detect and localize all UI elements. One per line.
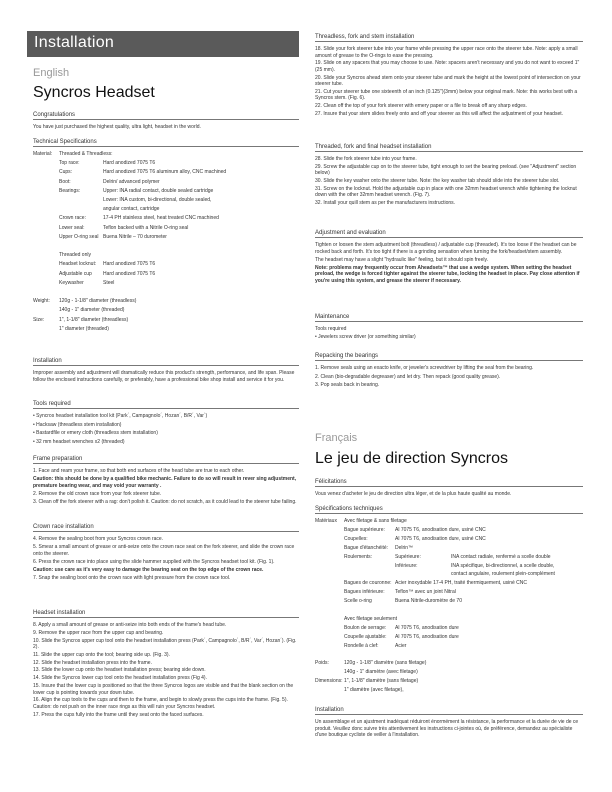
french-specs-heading: Spécifications techniques: [315, 506, 583, 514]
list-item: 2. Remove the old crown race from your fork steerer tube.: [33, 490, 162, 497]
threaded-heading: Threaded, fork and final headset installation: [315, 144, 583, 152]
spec-cell: Headset locknut:: [59, 261, 97, 268]
threaded-list: [315, 156, 583, 208]
crown-race-heading: Crown race installation: [33, 524, 299, 532]
list-item: 29. Screw the adjustable cup on to the steerer tube, tight enough to set the bearing preload. (see "Adjustment" section below): [315, 163, 577, 177]
adjustment-heading: Adjustment and evaluation: [315, 230, 583, 238]
list-item: 30. Slide the key washer onto the steerer tube. Note: the key washer tab should slide into the steerer tube slot.: [315, 178, 560, 185]
headset-install-heading: Headset installation: [33, 610, 299, 618]
list-item: 2. Clean (bio-degradable degreaser) and let dry. Then repack (good quality grease).: [315, 373, 501, 380]
spec-cell: Top race:: [59, 160, 80, 167]
list-item: 12. Slide the headset installation press into the frame.: [33, 659, 152, 666]
language-label: English: [33, 67, 70, 79]
spec-cell: Adjustable cup: [59, 270, 92, 277]
spec-cell: 140g - 1" diameter (threaded): [59, 307, 125, 314]
list-item: 21. Cut your steerer tube one sixteenth of an inch (0.125")(3mm) below your original mark. Note: this works best with a Syncros stem. (Fig. 6).: [315, 88, 578, 102]
spec-cell: Lower: INA custom, bi-directional, double sealed,: [103, 197, 212, 203]
spec-cell: Hard anodized 7075 T6: [103, 261, 156, 268]
spec-cell: Buena Nitrile-duromètre de 70: [395, 598, 462, 605]
spec-cell: Inférieure:: [395, 562, 418, 569]
list-item: Note: problems may frequently occur from Aheadsets™ that use a wedge system. When setting the headset preload, the wedge is forced tighter against the steerer tube, locking the headset in place. Pay close attention if you're using this system, and grease the steerer if necessary.: [315, 264, 580, 284]
spec-cell: 1", 1-1/8" diameter (threadless): [59, 316, 129, 323]
installation-text: Improper assembly and adjustment will dramatically reduce this product's strength, performance, and life span. Please follow the enclosed instructions carefully, or preferably, have a professional bike shop install and service it for you.: [33, 370, 295, 383]
list-item: The headset may have a slight "hydraulic like" feeling, but it should spin freely.: [315, 256, 488, 263]
spec-cell: Bague supérieure:: [344, 526, 385, 533]
spec-cell: Bague d'étanchéité:: [344, 544, 389, 551]
spec-cell: Size:: [33, 316, 45, 323]
list-item: 17. Press the cups fully into the frame until they seat onto the faced surfaces.: [33, 711, 204, 718]
spec-cell: Boulon de serrage:: [344, 624, 387, 631]
list-item: 32. Install your quill stem as per the manufacturers instructions.: [315, 200, 456, 207]
spec-cell: Bagues de couronne:: [344, 580, 392, 587]
french-installation-text: Un assemblage et un ajustment inadéquat réduiront énormément la résistance, la performance et la durée de vie de ce produit. Veuillez donc suivre très attentivement les instructions ci-jointes où, de préférence, demandez au spécialiste d'une boutique cycliste de veiller à l'installation.: [315, 719, 579, 738]
list-item: 7. Snap the sealing boot onto the crown race with light pressure from the crown race tool.: [33, 574, 231, 581]
spec-cell: Coupelle ajustable:: [344, 633, 387, 640]
list-item: 1. Remove seals using an exacto knife, or jeweler's screwdriver by lifting the seal from the bearing.: [315, 365, 534, 371]
section-banner: [27, 31, 299, 57]
list-item: Tools required: [315, 326, 347, 332]
tools-list: [33, 413, 299, 448]
french-installation-heading: Installation: [315, 707, 583, 715]
list-item: 8. Apply a small amount of grease or anti-seize into both ends of the frame's head tube.: [33, 622, 227, 628]
repacking-list: [315, 365, 583, 391]
spec-cell: Upper O-ring seal: [59, 233, 99, 240]
spec-cell: Bagues inférieure:: [344, 589, 385, 596]
list-item: 1. Face and ream your frame, so that both end surfaces of the head tube are true to each other.: [33, 468, 245, 474]
list-item: 18. Slide your fork steerer tube into your frame while pressing the upper race onto the steerer tube. Note: apply a small amount of grease to the O-rings to ease the pressing.: [315, 46, 578, 59]
list-item: 13. Slide the lower cup onto the headset installation press; bearing side down.: [33, 667, 206, 674]
list-item: 28. Slide the fork steerer tube into your frame.: [315, 156, 417, 162]
adjustment-list: [315, 242, 583, 286]
list-item: • Bastardfile or emery cloth (threadless stem installation): [33, 430, 158, 437]
spec-cell: 1" diamètre (avec filetage),: [344, 687, 404, 694]
list-item: • Hacksaw (threadless stem installation): [33, 421, 122, 428]
repacking-heading: Repacking the bearings: [315, 353, 583, 361]
list-item: • Jewelers screw driver (or something similar): [315, 334, 416, 340]
list-item: 4. Remove the sealing boot from your Syncros crown race.: [33, 536, 164, 542]
spec-cell: Material:: [33, 151, 53, 157]
maintenance-heading: Maintenance: [315, 314, 583, 322]
frame-prep-heading: Frame preparation: [33, 456, 299, 464]
felicitations-text: Vous venez d'acheter le jeu de direction ultra léger, et de la plus haute qualité au monde.: [315, 491, 512, 497]
frame-prep-list: [33, 468, 299, 507]
spec-cell: Poids:: [315, 660, 329, 667]
spec-cell: Al 7075 T6, anodisation dure: [395, 624, 459, 631]
spec-cell: Delrin/ advanced polymer: [103, 178, 160, 185]
spec-cell: Weight:: [33, 298, 50, 305]
list-item: 5. Smear a small amount of grease or anti-seize onto the crown race seat on the fork steerer, and slide the crown race onto the steerer.: [33, 544, 295, 557]
spec-cell: Avec filetage seulement: [344, 615, 397, 622]
spec-cell: Al 7075 T6, anodisation dure, usiné CNC: [395, 535, 486, 542]
spec-cell: INA contact radiale, renfermé a scelle double: [451, 553, 551, 560]
list-item: 20. Slide your Syncros ahead stem onto your steerer tube and mark the height at the lowest point of intersection on your steerer tube.: [315, 74, 581, 88]
spec-cell: 17-4 PH stainless steel, heat treated CNC machined: [103, 215, 219, 222]
crown-race-list: [33, 536, 299, 583]
spec-cell: angular contact, cartridge: [103, 206, 160, 213]
spec-cell: Buena Nitrile – 70 durometer: [103, 233, 167, 240]
spec-cell: 120g - 1-1/8" diamètre (sans filetage): [344, 660, 427, 667]
french-language-label: Français: [315, 432, 358, 444]
list-item: 22. Clean off the top of your fork steerer with emery paper or a file to break off any sharp edges.: [315, 103, 527, 110]
spec-cell: Lower seal:: [59, 224, 85, 231]
spec-cell: Crown race:: [59, 215, 86, 222]
spec-cell: Teflon™ avec un joint Nitral: [395, 589, 456, 596]
list-item: 9. Remove the upper race from the upper cup and bearing.: [33, 629, 164, 636]
list-item: 15. Insure that the lower cup is positioned so that the three Syncros logos are visible and that the blank section on the lower cup is pointing towards your down tube.: [33, 683, 294, 696]
spec-cell: Scelle o-ring: [344, 598, 372, 605]
spec-cell: 140g - 1" diamètre (avec filetage): [344, 669, 418, 676]
spec-cell: Bearings:: [59, 187, 81, 194]
spec-cell: Avec filetage & sans filetage: [344, 518, 407, 524]
threadless-list: [315, 46, 583, 119]
spec-cell: 120g - 1-1/8" diameter (threadless): [59, 298, 137, 305]
banner-title: Installation: [34, 34, 115, 51]
spec-cell: 1" diameter (threaded): [59, 325, 109, 332]
tech-specs-table: [33, 151, 299, 351]
spec-cell: Threaded & Threadless:: [59, 151, 113, 157]
list-item: Caution: use care as it's very easy to damage the bearing seat on the top edge of the crown race.: [33, 566, 264, 573]
tools-heading: Tools required: [33, 401, 299, 409]
spec-cell: Hard anodized 7075 T6: [103, 160, 156, 167]
installation-heading: Installation: [33, 358, 299, 366]
french-title: Le jeu de direction Syncros: [315, 450, 508, 467]
list-item: • 32 mm headset wrenches x2 (threaded): [33, 439, 125, 446]
list-item: 27. Insure that your stem slides freely onto and off your steerer as this will affect the adjustment of your headset.: [315, 110, 564, 117]
headset-install-list: [33, 622, 299, 719]
list-item: • Syncros headset installation tool kit (Park´, Campagnolo´, Hozan´, B/R´, Var´): [33, 413, 208, 419]
spec-cell: Teflon backed with a Nitrile O-ring seal: [103, 224, 189, 231]
list-item: 14. Slide the Syncros lower cup tool onto the headset installation press (Fig 4).: [33, 675, 207, 682]
spec-cell: Al 7075 T6, anodisation dure, usiné CNC: [395, 526, 486, 533]
spec-cell: Dimensions:: [315, 678, 343, 685]
spec-cell: Roulements:: [344, 553, 373, 560]
maintenance-list: [315, 326, 583, 342]
french-specs-table: [315, 518, 583, 718]
list-item: 19. Slide on any spacers that you may choose to use. Note: spacers aren't necessary and you do not want to exceed 1" (25 mm).: [315, 60, 580, 73]
spec-cell: contact angulaire, roulement plein-complément: [451, 571, 555, 578]
spec-cell: Hard anodized 7075 T6 aluminum alloy, CNC machined: [103, 169, 227, 176]
spec-cell: Supérieure:: [395, 553, 421, 560]
list-item: 6. Press the crown race into place using the slide hammer supplied with the Syncros headset tool kit. (Fig. 1).: [33, 558, 275, 565]
list-item: 3. Pop seals back in bearing.: [315, 382, 380, 388]
congrats-text: You have just purchased the highest quality, ultra light, headset in the world.: [33, 124, 201, 130]
spec-cell: Matériaux: [315, 518, 337, 524]
tech-specs-heading: Technical Specifications: [33, 139, 299, 147]
felicitations-heading: Félicitations: [315, 479, 583, 487]
threadless-heading: Threadless, fork and stem installation: [315, 34, 583, 42]
spec-cell: Hard anodized 7075 T6: [103, 270, 156, 277]
spec-cell: 1", 1-1/8" diamètre (sans filetage): [344, 678, 419, 685]
list-item: 16. Align the cup tools to the cups and then to the frame, and begin to slowly press the cups into the frame. (Fig. 5). Caution: do not push on the inner race rings as this will ruin your Syncros headset.: [33, 697, 288, 710]
spec-cell: Delrin™: [395, 544, 414, 551]
list-item: 10. Slide the Syncros upper cup tool onto the headset installation press (Park´, Campagnolo´, B/R´, Var´, Hozan´). (Fig. 2).: [33, 637, 297, 651]
list-item: 11. Slide the upper cup onto the tool; bearing side up. (Fig. 3).: [33, 651, 170, 658]
spec-cell: Keywasher: [59, 279, 84, 286]
spec-cell: Acier inoxydable 17-4 PH, traité thermiquement, usiné CNC: [395, 580, 528, 587]
list-item: 31. Screw on the locknut. Hold the adjustable cup in place with one 32mm headset wrench while tightening the locknut down with the other 32mm headset wrench. (Fig. 7).: [315, 185, 577, 199]
spec-cell: Boot:: [59, 178, 71, 185]
list-item: Caution: this should be done by a qualified bike mechanic. Failure to do so will result in rever sing adjustment, premature bearing wear, and may void your warranty .: [33, 476, 297, 489]
spec-cell: Coupelles:: [344, 535, 368, 542]
spec-cell: Steel: [103, 279, 115, 286]
spec-cell: Cups:: [59, 169, 73, 176]
spec-cell: Acier: [395, 642, 407, 649]
spec-cell: Upper: INA radial contact, double sealed cartridge: [103, 187, 214, 194]
page-title: Syncros Headset: [33, 84, 155, 101]
spec-cell: Threaded only: [59, 252, 91, 259]
spec-cell: Rondelle à clef:: [344, 642, 379, 649]
list-item: Tighten or loosen the stem adjustment bolt (threadless) / adjustable cup (threaded). It's too loose if the headset can be rocked back and forth. It's too tight if there is a grinding sensation when turning the fork/headset/stem assembly.: [315, 242, 577, 255]
spec-cell: INA spécifique, bi-directionnel, a scelle double,: [451, 562, 555, 569]
spec-cell: Al 7075 T6, anodisation dure: [395, 633, 459, 640]
list-item: 3. Clean off the fork steerer with a rag: don't polish it. Caution: do not scratch, as it could lead to the steerer tube failing.: [33, 498, 297, 505]
congrats-heading: Congratulations: [33, 112, 299, 120]
